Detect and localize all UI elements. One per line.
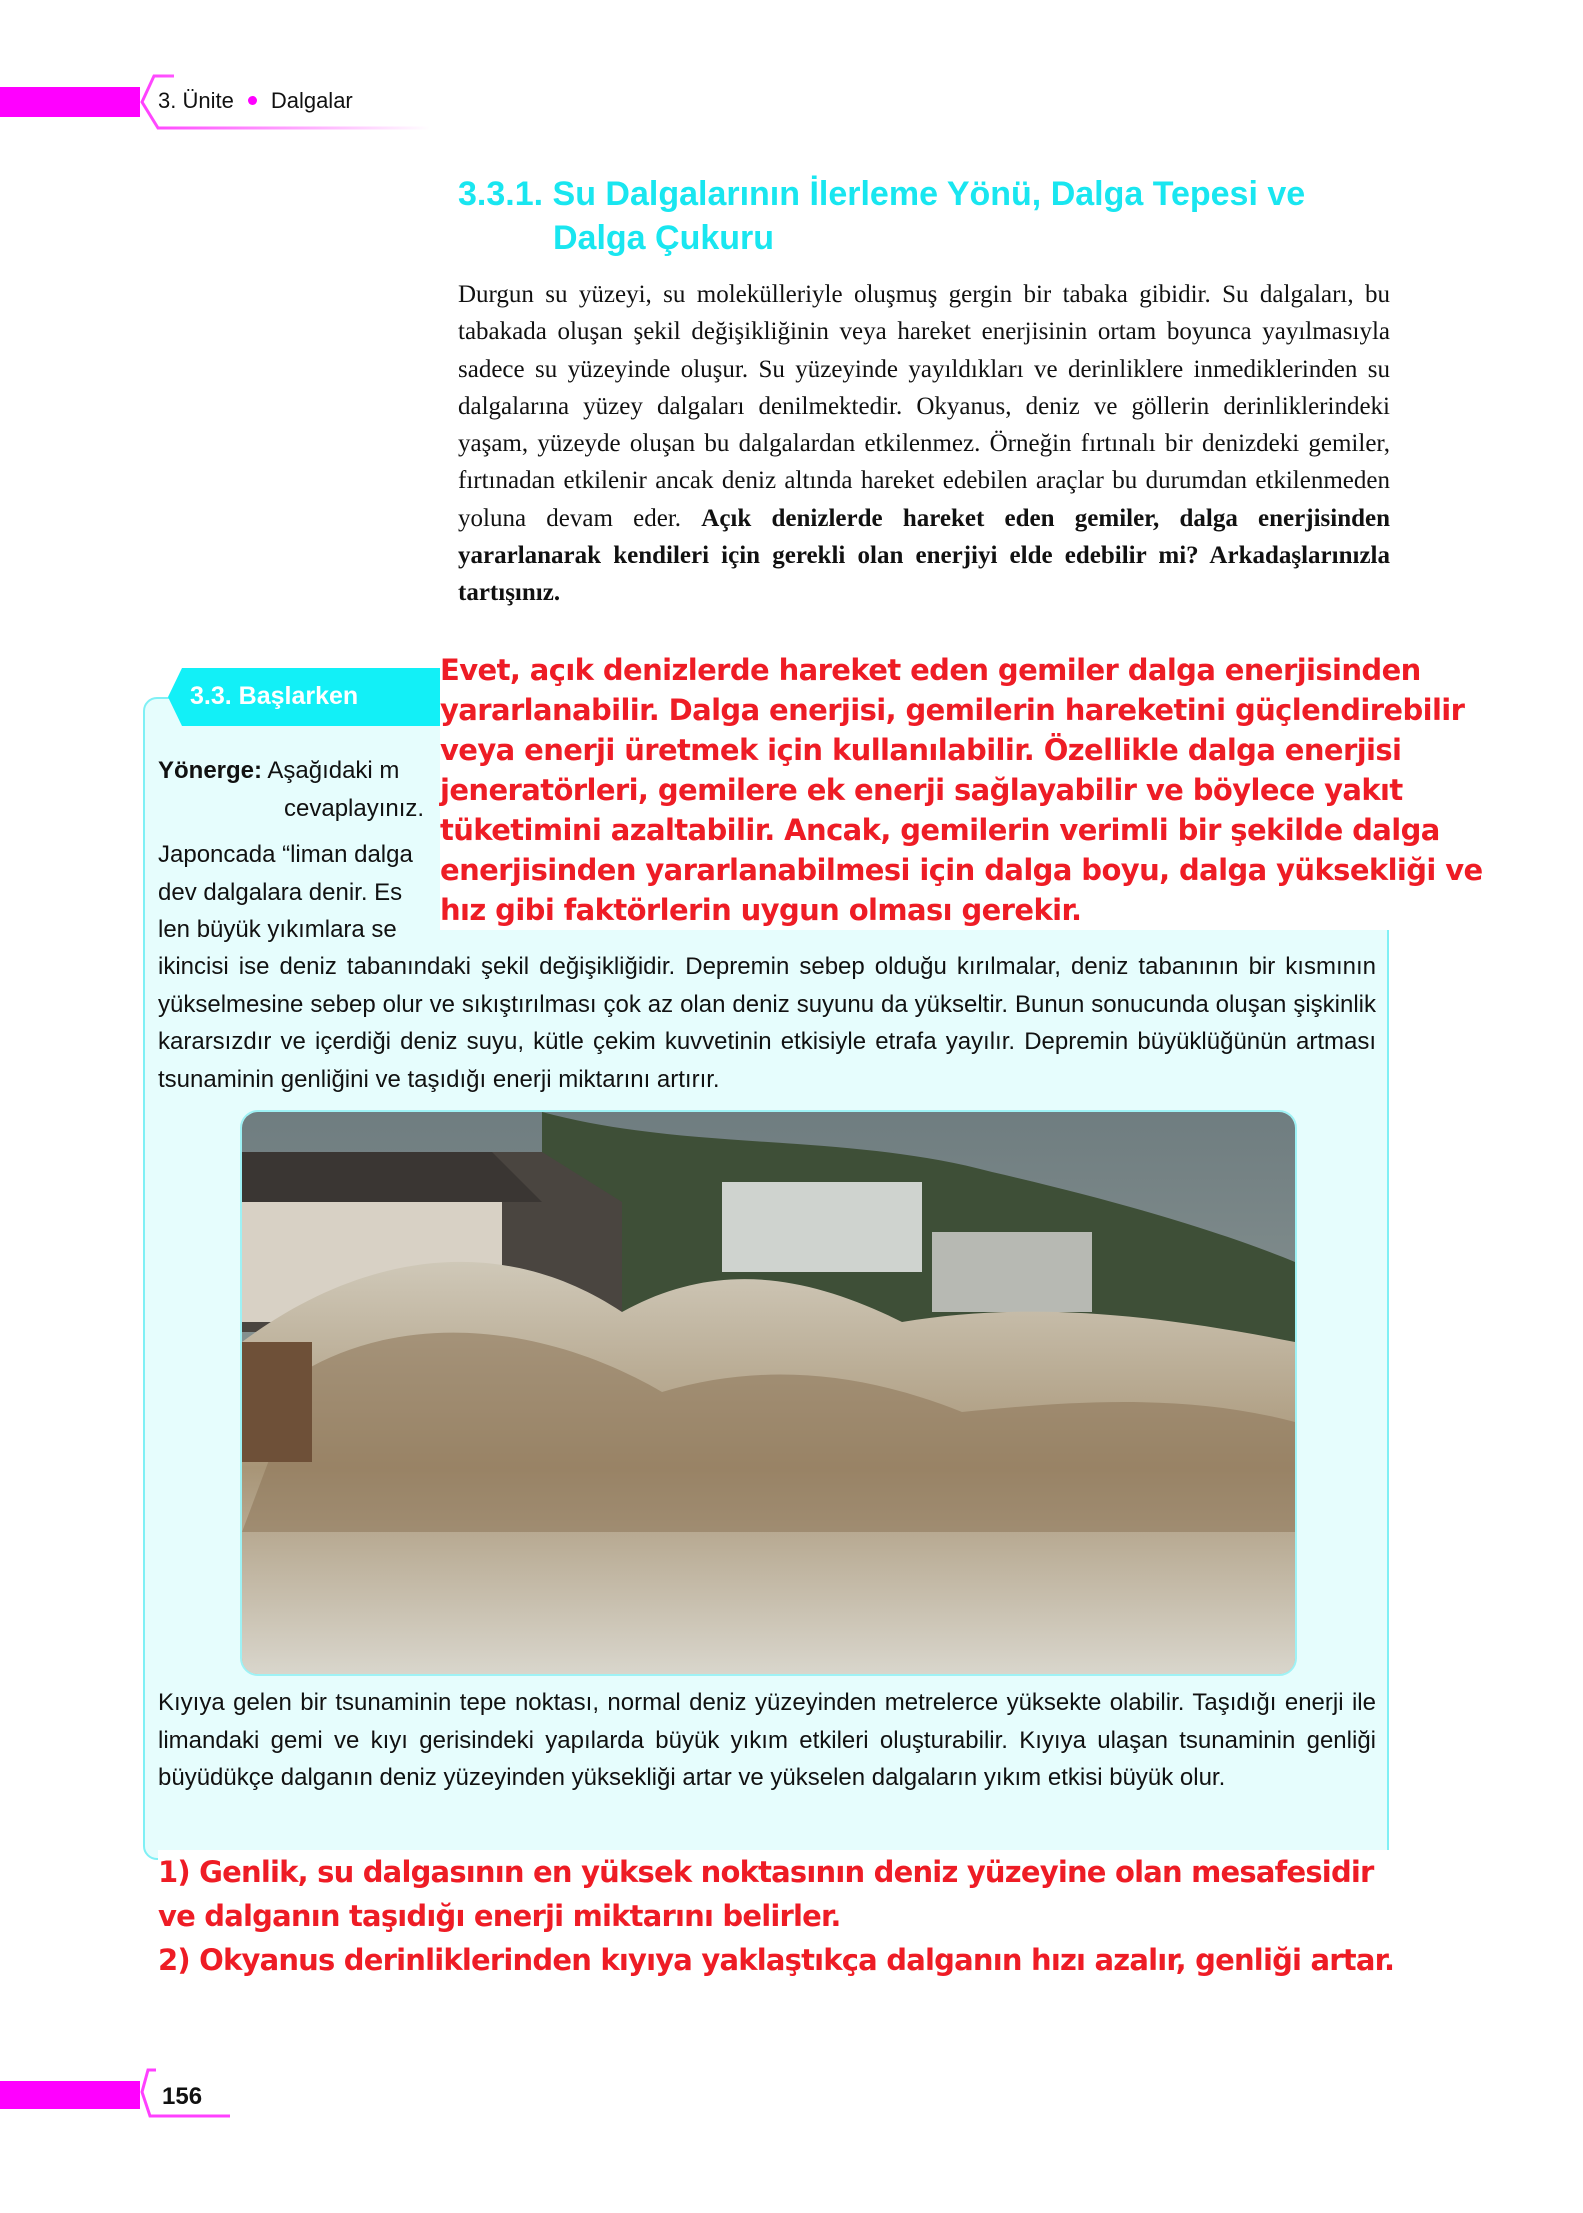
footer-magenta-bar: [0, 2081, 140, 2109]
answer-1: Evet, açık denizlerde hareket eden gemiler dalga enerjisinden yararlanabilir. Dalga enerjisi, gemilerin hareketini güçlendirebilir veya enerji üretmek için kullanılabilir. Özellikle dalga enerjisi jeneratörleri, gemilere ek enerji sağlayabilir ve böylece yakıt tüketimini azaltabilir. Ancak, gemilerin verimli bir şekilde dalga enerjisinden yararlanabilmesi için dalga boyu, dalga yüksekliği ve hız gibi faktörlerin uygun olması gerekir.: [440, 650, 1520, 930]
partial-text: [158, 836, 413, 949]
tsunami-photo: [240, 1110, 1297, 1676]
topic-label: Dalgalar: [270, 88, 353, 113]
answer-2-item-2: 2) Okyanus derinliklerinden kıyıya yaklaştıkça dalganın hızı azalır, genliği artar.: [158, 1943, 1395, 1977]
section-tab-label: 3.3. Başlarken: [190, 682, 359, 710]
instruction-text: Aşağıdaki m: [267, 757, 400, 784]
page-number: 156: [162, 2083, 203, 2110]
title-line-1: 3.3.1. Su Dalgalarının İlerleme Yönü, Dalga Tepesi ve: [458, 175, 1306, 213]
unit-label: 3. Ünite: [158, 88, 234, 113]
bullet-dot: [248, 96, 257, 105]
instruction-text-2: cevaplayınız.: [284, 794, 425, 822]
partial-line: len büyük yıkımlara se: [158, 916, 397, 943]
title-line-2: Dalga Çukuru: [553, 219, 775, 257]
partial-line: Japoncada “liman dalga: [158, 841, 413, 868]
answer-2: [158, 1850, 1398, 1982]
box-body: ikincisi ise deniz tabanındaki şekil değişikliğidir. Depremin sebep olduğu kırılmalar, deniz tabanının bir kısmının yükselmesine sebep olur ve sıkıştırılması çok az olan deniz suyunu da yükseltir. Bunun sonucunda oluşan şişkinlik kararsızdır ve içerdiği deniz suyu, kütle çekim kuvvetinin etkisiyle etrafa yayılır. Depremin büyüklüğünün artması tsunaminin genliğini ve taşıdığı enerji miktarını artırır.: [158, 953, 1376, 1093]
partial-line: dev dalgalara denir. Es: [158, 878, 403, 906]
intro-question: Açık denizlerde hareket eden gemiler, dalga enerjisinden yararlanarak kendileri için gerekli olan enerjiyi elde edebilir mi? Arkadaşlarınızla tartışınız.: [458, 504, 1390, 607]
breadcrumb: [158, 88, 353, 114]
instruction: [158, 752, 424, 827]
photo-caption: Kıyıya gelen bir tsunaminin tepe noktası, normal deniz yüzeyinden metrelerce yüksekte olabilir. Taşıdığı enerji ile limandaki gemi ve kıyı gerisindeki yapılarda büyük yıkım etkileri oluşturabilir. Kıyıya ulaşan tsunaminin genliği büyüdükçe dalganın deniz yüzeyinden yüksekliği artar ve yükselen dalgaların yıkım etkisi büyük olur.: [158, 1689, 1376, 1791]
intro-paragraph: [458, 276, 1390, 612]
section-title: [458, 172, 1305, 260]
instruction-label: Yönerge:: [158, 757, 263, 784]
answer-2-item-1: 1) Genlik, su dalgasının en yüksek noktasının deniz yüzeyine olan mesafesidir ve dalganın taşıdığı enerji miktarını belirler.: [158, 1855, 1374, 1933]
intro-text: Durgun su yüzeyi, su molekülleriyle oluşmuş gergin bir tabaka gibidir. Su dalgaları, bu tabakada oluşan şekil değişikliğinin veya hareket enerjisinin ortam boyunca yayılmasıyla sadece su yüzeyinde oluşur. Su yüzeyinde yayıldıkları ve derinliklere inmediklerinden su dalgalarına yüzey dalgaları denilmektedir. Okyanus, deniz ve göllerin derinliklerindeki yaşam, yüzeyde oluşan bu dalgalardan etkilenmez. Örneğin fırtınalı bir denizdeki gemiler, fırtınadan etkilenir ancak deniz altında hareket edebilen araçlar bu durumdan etkilenmeden yoluna devam eder.: [458, 281, 1390, 532]
header-magenta-bar: [0, 87, 140, 117]
